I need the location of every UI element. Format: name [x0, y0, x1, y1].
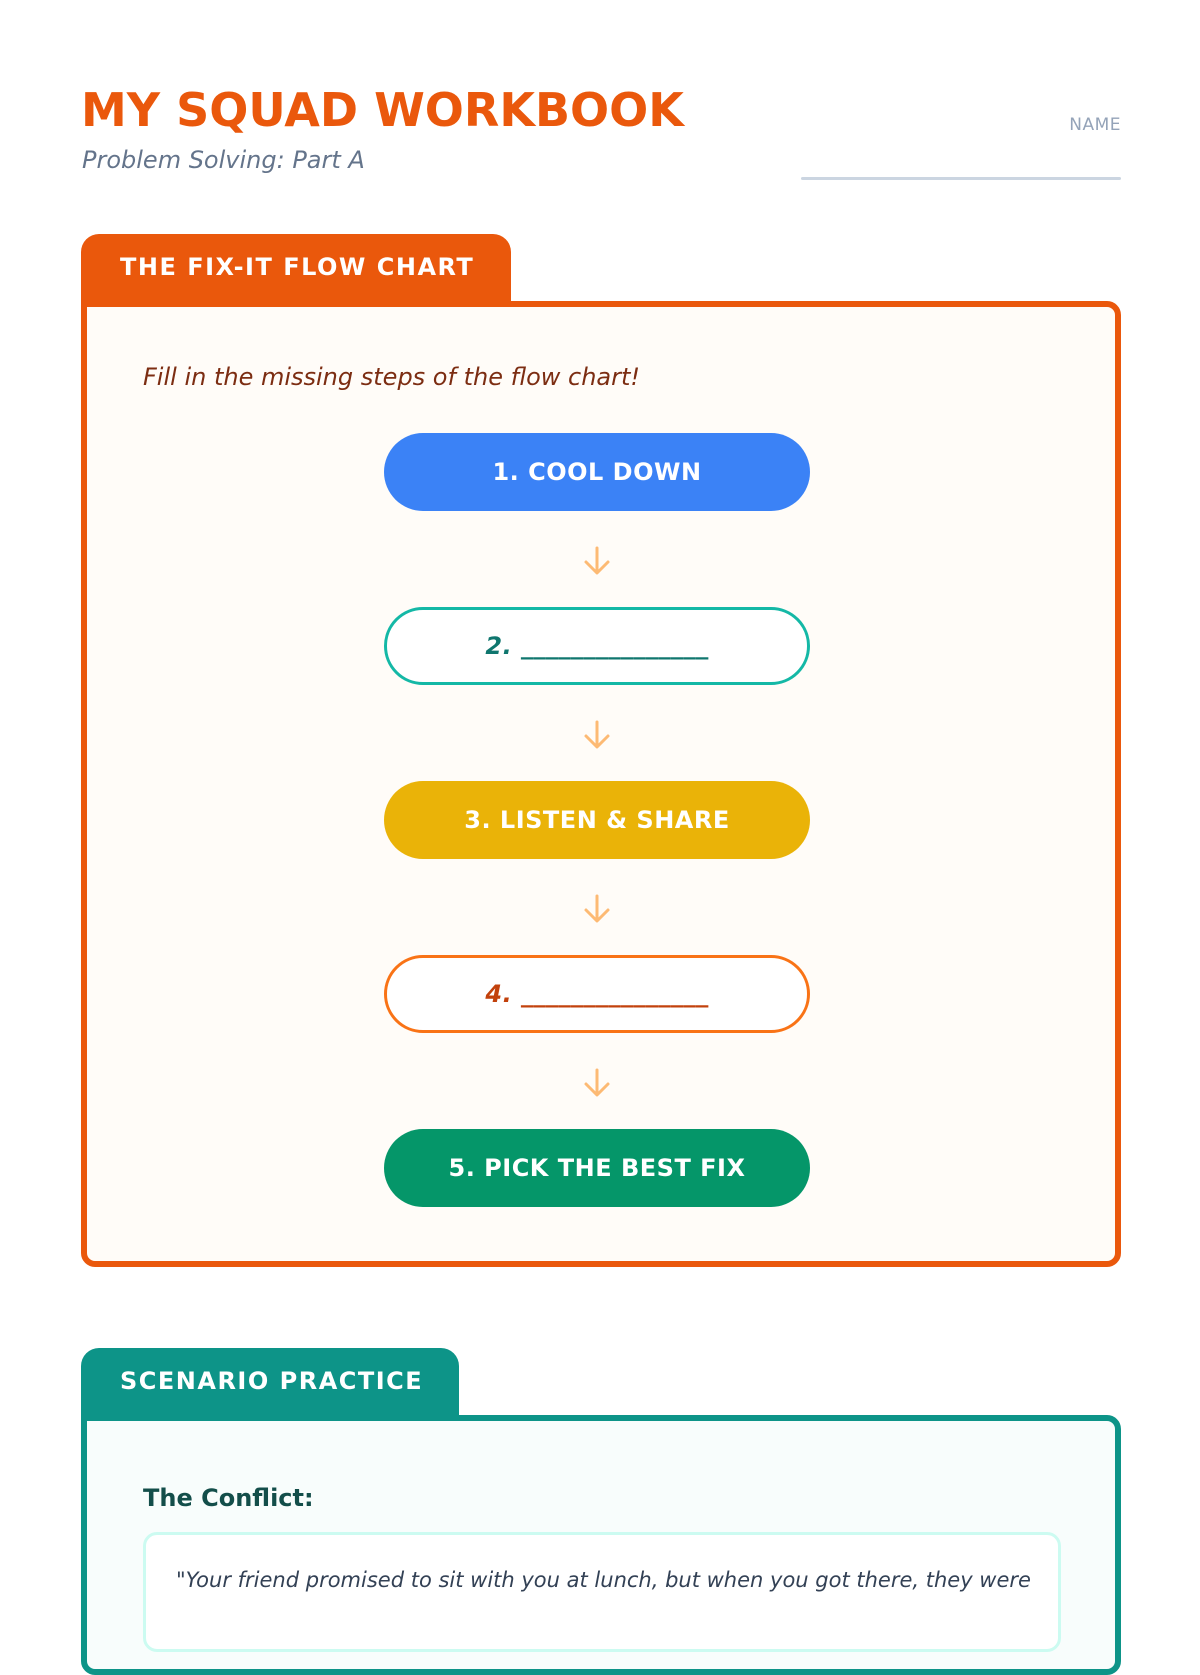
workbook-header	[81, 80, 1121, 190]
name-field[interactable]	[801, 177, 1121, 180]
page-subtitle: Problem Solving: Part A	[82, 146, 365, 174]
flow-step-3-label: 3. LISTEN & SHARE	[464, 806, 730, 834]
flow-step-2-blank[interactable]	[384, 607, 810, 685]
arrow-down-icon	[577, 889, 617, 929]
flow-chart-tab: THE FIX-IT FLOW CHART	[81, 234, 511, 308]
page-title: MY SQUAD WORKBOOK	[81, 83, 684, 137]
flow-step-1-label: 1. COOL DOWN	[492, 458, 702, 486]
flow-step-4-blank[interactable]	[384, 955, 810, 1033]
flow-step-4-label: 4. _______________	[485, 980, 709, 1008]
flow-chart-instruction: Fill in the missing steps of the flow chart!	[143, 363, 641, 391]
flow-step-5	[384, 1129, 810, 1207]
conflict-quote-box	[143, 1532, 1061, 1652]
conflict-quote: "Your friend promised to sit with you at lunch, but when you got there, they were	[176, 1568, 1031, 1592]
flow-step-1	[384, 433, 810, 511]
arrow-down-icon	[577, 541, 617, 581]
scenario-practice-tab: SCENARIO PRACTICE	[81, 1348, 459, 1422]
flow-step-3	[384, 781, 810, 859]
flow-chart-panel	[81, 301, 1121, 1267]
conflict-heading: The Conflict:	[143, 1484, 314, 1512]
arrow-down-icon	[577, 715, 617, 755]
flow-step-5-label: 5. PICK THE BEST FIX	[448, 1154, 746, 1182]
flow-step-2-label: 2. _______________	[485, 632, 709, 660]
name-label: NAME	[1069, 115, 1121, 135]
arrow-down-icon	[577, 1063, 617, 1103]
scenario-practice-panel	[81, 1415, 1121, 1675]
